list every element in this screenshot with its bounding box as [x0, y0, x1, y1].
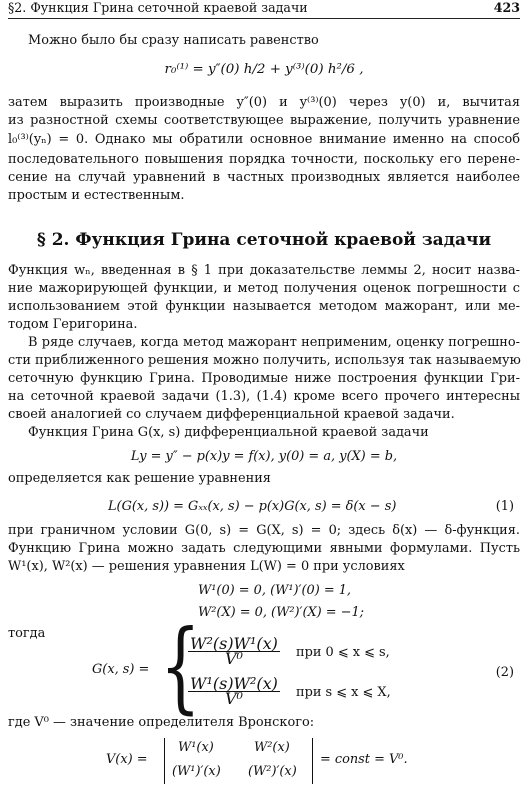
- matrix-22: (W²)′(x): [248, 764, 297, 779]
- determinant-left-bar: [164, 738, 165, 784]
- bvp-equation: Ly = y″ − p(x)y = f(x), y(0) = a, y(X) = b,: [130, 449, 398, 464]
- wronskian-intro: где V⁰ — значение определителя Вронского:: [8, 715, 315, 730]
- intro-line-7: простым и естественным.: [8, 188, 185, 203]
- case1-fraction: [188, 634, 280, 668]
- togda-word: тогда: [8, 626, 46, 641]
- condition-2: W²(X) = 0, (W²)′(X) = −1;: [198, 605, 365, 620]
- intro-equation: r₀⁽¹⁾ = y″(0) h/2 + y⁽³⁾(0) h²/6 ,: [164, 62, 364, 77]
- intro-line-4: l₀⁽³⁾(yₙ) = 0. Однако мы обратили основное внимание именно на способ: [8, 132, 520, 147]
- header-title: §2. Функция Грина сеточной краевой задачи: [8, 0, 308, 15]
- intro-line-6: сение на случай уравнений в частных производных является наиболее: [8, 170, 520, 185]
- p3-line: Функция Грина G(x, s) дифференциальной краевой задачи: [28, 425, 429, 440]
- case2-fraction: [188, 674, 280, 708]
- case2-denominator: V⁰: [224, 689, 243, 708]
- p1-line-4: тодом Геригорина.: [8, 317, 138, 332]
- p5-line-3: W¹(x), W²(x) — решения уравнения L(W) = 0 при условиях: [8, 559, 405, 574]
- equation-number-2: (2): [495, 665, 514, 680]
- equation-number-1: (1): [495, 499, 514, 514]
- p2-line-4: на сеточной краевой задачи (1.3), (1.4) кроме всего прочего интересны: [8, 389, 520, 404]
- intro-line-3: из разностной схемы соответствующее выражение, получить уравнение: [8, 113, 520, 128]
- p1-line-3: использованием этой функции называется методом мажорант, или ме-: [8, 299, 520, 314]
- p1-line-1: Функция wₙ, введенная в § 1 при доказательстве леммы 2, носит назва-: [8, 263, 520, 278]
- running-header: [8, 0, 520, 19]
- determinant-right-bar: [312, 738, 313, 784]
- p1-line-2: ние мажорирующей функции, и метод получения оценок погрешности с: [8, 281, 520, 296]
- p2-line-3: сеточную функцию Грина. Проводимые ниже построения функции Гри-: [8, 371, 520, 386]
- p2-line-2: сти приближенного решения можно получить, используя так называемую: [8, 353, 521, 368]
- case1-denominator: V⁰: [224, 649, 243, 668]
- intro-line-2: затем выразить производные y″(0) и y⁽³⁾(0) через y(0) и, вычитая: [8, 95, 520, 110]
- intro-line-5: последовательного повышения порядка точности, поскольку его перене-: [8, 152, 520, 167]
- p2-line-5: своей аналогией со случаем дифференциальной краевой задачи.: [8, 407, 455, 422]
- condition-1: W¹(0) = 0, (W¹)′(0) = 1,: [198, 583, 352, 598]
- wronskian-lhs: V(x) =: [106, 752, 148, 767]
- case1-numerator: W²(s)W¹(x): [190, 634, 278, 653]
- case2-numerator: W¹(s)W²(x): [190, 674, 278, 693]
- case1-condition: при 0 ⩽ x ⩽ s,: [296, 645, 390, 660]
- section-heading: § 2. Функция Грина сеточной краевой задачи: [36, 230, 492, 250]
- p5-line-2: Функцию Грина можно задать следующими явными формулами. Пусть: [8, 541, 520, 556]
- matrix-21: (W¹)′(x): [172, 764, 221, 779]
- p4-line: определяется как решение уравнения: [8, 471, 271, 486]
- matrix-12: W²(x): [254, 740, 290, 755]
- green-equation: L(G(x, s)) = Gₓₓ(x, s) − p(x)G(x, s) = δ(x − s): [108, 499, 397, 514]
- p5-line-1: при граничном условии G(0, s) = G(X, s) = 0; здесь δ(x) — δ-функция.: [8, 523, 520, 538]
- matrix-11: W¹(x): [178, 740, 214, 755]
- p2-line-1: В ряде случаев, когда метод мажорант неприменим, оценку погрешно-: [28, 335, 520, 350]
- page-number: 423: [493, 0, 520, 15]
- wronskian-rhs: = const = V⁰.: [320, 752, 408, 767]
- case2-condition: при s ⩽ x ⩽ X,: [296, 685, 391, 700]
- green-lhs: G(x, s) =: [92, 662, 150, 677]
- intro-line-1: Можно было бы сразу написать равенство: [28, 33, 319, 48]
- cases-brace: {: [160, 610, 201, 726]
